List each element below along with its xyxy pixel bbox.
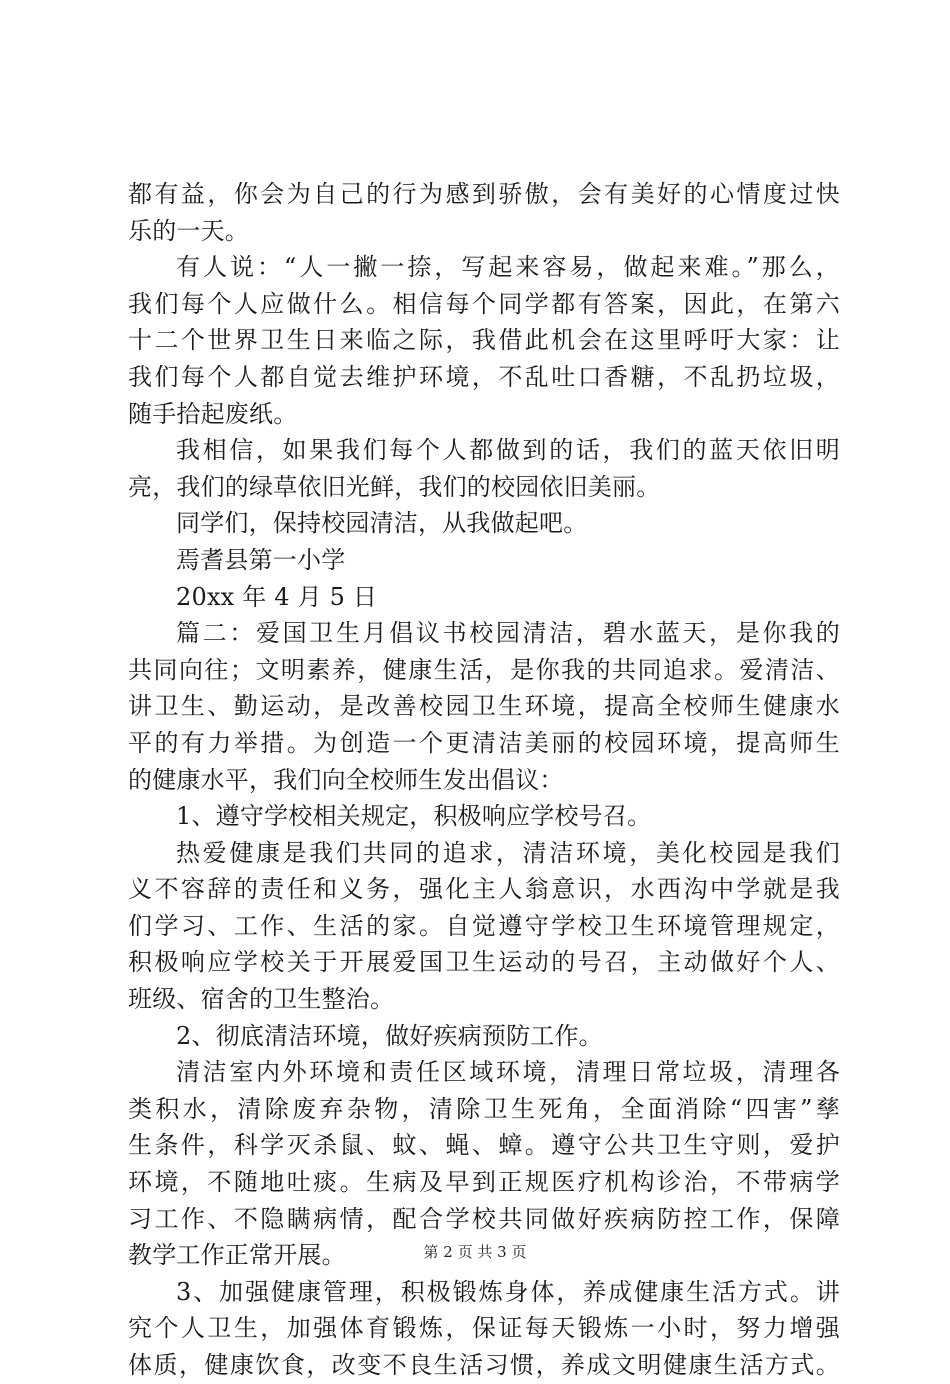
text-line: 十二个世界卫生日来临之际，我借此机会在这里呼吁大家：让 [128,326,840,355]
text-line: 共同向往；文明素养，健康生活，是你我的共同追求。爱清洁、 [128,655,840,684]
text-line: 随手拾起废纸。 [128,399,298,428]
text-line: 乐的一天。 [128,216,249,245]
text-line: 20xx 年 4 月 5 日 [176,582,378,611]
text-line: 我相信，如果我们每个人都做到的话，我们的蓝天依旧明 [176,436,840,465]
text-line: 我们每个人应做什么。相信每个同学都有答案，因此，在第六 [128,289,840,318]
document-body [128,176,840,1384]
text-line: 生条件，科学灭杀鼠、蚊、蝇、蟑。遵守公共卫生守则，爱护 [128,1131,840,1160]
text-line: 清洁室内外环境和责任区域环境，清理日常垃圾，清理各 [176,1058,840,1087]
text-line: 们学习、工作、生活的家。自觉遵守学校卫生环境管理规定， [128,911,840,940]
text-line: 类积水，清除废弃杂物，清除卫生死角，全面消除“四害”孳 [128,1094,840,1123]
text-line: 的健康水平，我们向全校师生发出倡议： [128,765,564,794]
text-line: 热爱健康是我们共同的追求，清洁环境，美化校园是我们 [176,838,840,867]
text-line: 习工作、不隐瞒病情，配合学校共同做好疾病防控工作，保障 [128,1204,840,1233]
text-line: 有人说：“人一撇一捺，写起来容易，做起来难。”那么， [176,253,840,282]
text-line: 我们每个人都自觉去维护环境，不乱吐口香糖，不乱扔垃圾， [128,362,840,391]
text-line: 教学工作正常开展。 [128,1241,346,1270]
text-line: 篇二：爱国卫生月倡议书校园清洁，碧水蓝天，是你我的 [176,619,840,648]
text-line: 同学们，保持校园清洁，从我做起吧。 [176,509,588,538]
page-footer: 第 2 页 共 3 页 [423,1243,527,1261]
text-line: 班级、宿舍的卫生整治。 [128,985,395,1014]
text-line: 都有益，你会为自己的行为感到骄傲，会有美好的心情度过快 [128,180,840,208]
text-line: 究个人卫生，加强体育锻炼，保证每天锻炼一小时，努力增强 [128,1314,840,1343]
text-line: 讲卫生、勤运动，是改善校园卫生环境，提高全校师生健康水 [128,692,840,721]
text-line: 义不容辞的责任和义务，强化主人翁意识，水西沟中学就是我 [128,875,840,904]
text-line: 亮，我们的绿草依旧光鲜，我们的校园依旧美丽。 [128,472,661,501]
text-line: 环境，不随地吐痰。生病及早到正规医疗机构诊治，不带病学 [128,1168,840,1197]
text-line: 积极响应学校关于开展爱国卫生运动的号召，主动做好个人、 [128,948,840,977]
text-line: 1、遵守学校相关规定，积极响应学校号召。 [176,802,652,831]
text-line: 焉耆县第一小学 [176,545,346,574]
text-line: 3、加强健康管理，积极锻炼身体，养成健康生活方式。讲 [176,1277,840,1306]
text-line: 2、彻底清洁环境，做好疾病预防工作。 [176,1021,603,1050]
text-line: 平的有力举措。为创造一个更清洁美丽的校园环境，提高师生 [128,728,840,757]
text-line: 体质，健康饮食，改变不良生活习惯，养成文明健康生活方式。 [128,1351,840,1379]
